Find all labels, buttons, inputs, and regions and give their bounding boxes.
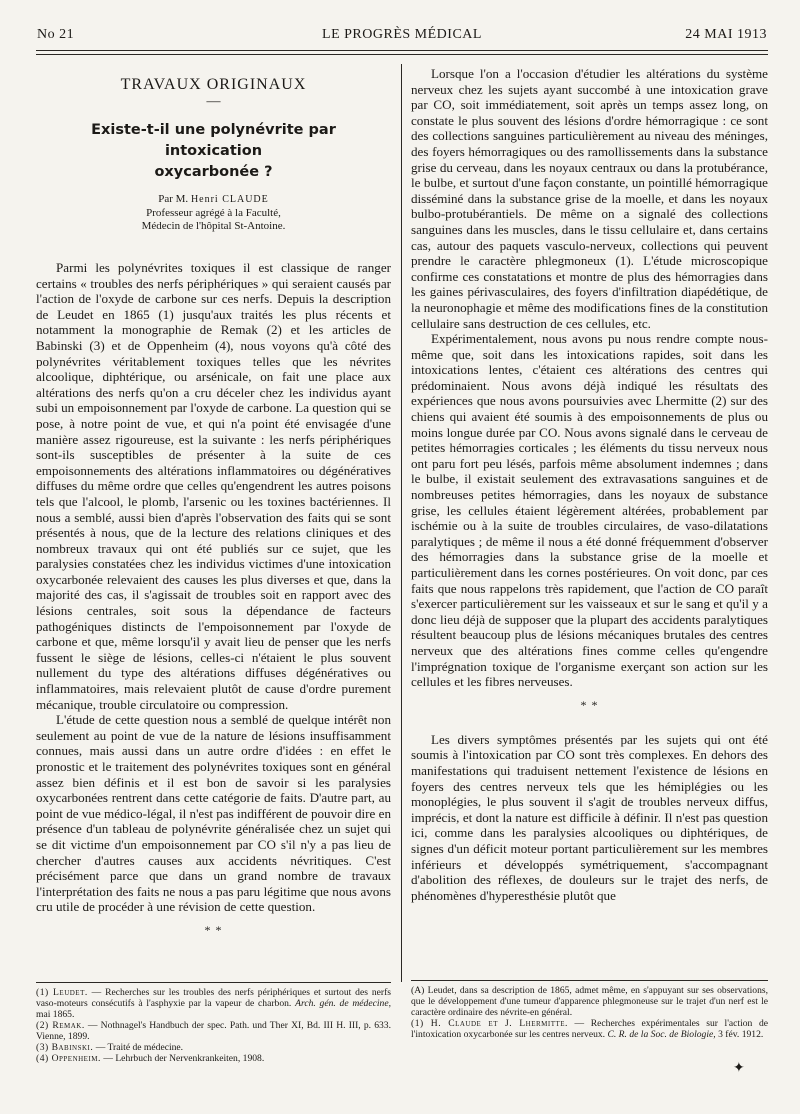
- footnote-author: (2) Remak.: [36, 1020, 85, 1031]
- column-divider: [401, 64, 402, 982]
- header-rule: [36, 50, 768, 51]
- paragraph-interest: L'étude de cette question nous a semblé de quelque intérêt non seulement au point de vue de la nature de lésions insuffisamment connues, mais aussi dans un autre ordre d'idées : en effet le pronostic et le traitement des polynévrites toxiques sont en général assez bien définis et il est bon de savoir si les paralysies oxycarbonées rentrent dans cette catégorie de faits. D'autre part, au point de vue médico-légal, il n'est pas indifférent de pouvoir dire en présence d'un tableau de polynévrite généralisée chez un sujet qui se dit victime d'un empoisonnement par CO s'il n'y a pas lieu de chercher d'autres causes aux accidents névritiques. C'est précisément parce que dans un grand nombre de travaux l'interprétation des faits ne nous a pas paru légitime que nous avons cru utile de procéder à une révision de cette question.: [36, 712, 391, 915]
- footnote-source: Arch. gén. de médecine,: [295, 998, 391, 1009]
- footnotes-right: [411, 985, 768, 1040]
- article-title: [46, 120, 381, 183]
- issue-number: No 21: [37, 27, 75, 42]
- paragraph-experimental: Expérimentalement, nous avons pu nous rendre compte nous-même que, soit dans les intoxications rapides, soit dans les intoxications lentes, c'étaient ces altérations des centres qui prédominaient. Nous avons déjà indiqué les résultats des expériences que nous avons poursuivies avec Lhermitte (2) sur des chiens qui avaient été soumis à des empoisonnements de plus ou moins longue durée par CO. Nous avons signalé dans le cerveau de petites hémorragies corticales ; les éléments du tissu nerveux nous ont paru fort peu lésés, parfois même absolument indemnes ; dans le bulbe, il existait seulement des extravasations sanguines et de nombreuses petites hémorragies, dans les noyaux de substance grise, les cellules étaient légèrement altérées, probablement par ischémie ou à la suite de troubles circulaires, de vaso-dilatations paralytiques ; de même il nous a été donné fréquemment d'observer des hémorragies dans la substance grise de la moelle et particulièrement dans les cornes postérieures. On voit donc, par ces faits que nous rappelons très rapidement, que l'action de CO paraît s'exercer particulièrement sur les vaisseaux et sur le sang et qu'il y a donc lieu déjà de supposer que la plupart des accidents paralytiques résultent beaucoup plus de lésions mécaniques brutales des centres nerveux que des altérations fines comme celles qu'engendre l'imprégnation toxique de l'organisme exerçant son action sur les cellules et les fibres nerveuses.: [411, 331, 768, 690]
- byline: [36, 193, 391, 205]
- author-name: Henri CLAUDE: [190, 194, 269, 205]
- footnote-author: (4) Oppenheim.: [36, 1053, 101, 1064]
- affiliation-line2: Médecin de l'hôpital St-Antoine.: [141, 220, 286, 232]
- footnote-source: C. R. de la Soc. de Biologie,: [607, 1029, 716, 1040]
- left-column: [36, 68, 391, 945]
- footnote-leudet: [36, 987, 391, 1020]
- footnote-rule-right: [411, 980, 768, 981]
- section-dash: —: [206, 94, 221, 109]
- footnote-rule-left: [36, 982, 391, 983]
- right-column: [411, 66, 768, 903]
- footnote-oppenheim: [36, 1053, 391, 1064]
- footnote-remak: [36, 1020, 391, 1042]
- footnote-author: (1) H. Claude et J. Lhermitte.: [411, 1018, 568, 1029]
- byline-prefix: Par M.: [158, 193, 189, 205]
- journal-title: LE PROGRÈS MÉDICAL: [322, 27, 482, 42]
- section-heading: TRAVAUX ORIGINAUX: [120, 76, 307, 93]
- paragraph-symptoms: Les divers symptômes présentés par les sujets qui ont été soumis à l'intoxication par CO sont très complexes. En dehors des manifestations qui traduisent nettement l'existence de lésions en foyers des centres nerveux tels que les hémiplégies ou les monoplégies, le plus souvent il s'agit de troubles nerveux diffus, imprécis, et dont la nature est difficile à définir. Il n'est pas question ici, comme dans les paralysies alcooliques ou diphtériques, de signes d'un déficit moteur portant particulièrement sur les membres inférieurs et développés symétriquement, s'accompagnant d'abolition des réflexes, de douleurs sur le trajet des nerfs, de phénomènes d'hyperesthésie plutôt que: [411, 731, 768, 903]
- footnote-author: (1) Leudet.: [36, 987, 88, 998]
- header-rule-double: [36, 54, 768, 55]
- footnotes-left: [36, 987, 391, 1064]
- article-title-line2: oxycarbonée ?: [154, 164, 273, 180]
- footnote-text: — Recherches sur les troubles des nerfs périphériques et surtout des nerfs vaso-moteurs consécutifs à l'asphyxie par la vapeur de charbon.: [36, 987, 391, 1009]
- issue-date: 24 MAI 1913: [685, 27, 767, 42]
- footnote-leudet-note: (A) Leudet, dans sa description de 1865, admet même, en s'appuyant sur ses observations, que le développement d'une tumeur d'apparence phlegmoneuse sur le trajet d'un nerf est le caractère ordinaire des névrite-en général.: [411, 985, 768, 1018]
- section-asterism: * *: [204, 922, 223, 937]
- footnote-text: — Nothnagel's Handbuch der spec. Path. und Ther XI, Bd. III H. III, p. 633. Vienne, 1899.: [36, 1020, 391, 1042]
- paragraph-intro: Parmi les polynévrites toxiques il est classique de ranger certains « troubles des nerfs périphériques » qui seraient causés par l'action de l'oxyde de carbone sur ces nerfs. Depuis la description de Leudet en 1865 (1) jusqu'aux traités les plus récents et notamment la monographie de Remak (2) et les articles de Babinski (3) et de Oppenheim (4), nous voyons qu'à côté des polynévrites véritablement toxiques telles que les névrites alcoolique, diphtérique, ou arsénicale, on fait une place aux altérations des nerfs qu'on a cru déceler chez les individus ayant subi un empoisonnement par l'oxyde de carbone. La question qui se pose, à notre point de vue, et qui n'a point été envisagée d'une manière assez rigoureuse, est la suivante : les nerfs périphériques sont-ils susceptibles de présenter à la suite de ces empoisonnements des altérations inflammatoires ou dégénératives diffuses du même ordre que celles qu'engendrent les autres poisons tels que l'alcool, le plomb, l'arsenic ou les toxines bactériennes. Il nous a semblé, aussi bien d'après l'observation des faits qui se sont présentés à nous, que de la lecture des relations cliniques et des nombreux travaux qui ont été publiés sur ce sujet, que les paralysies constatées chez les individus victimes d'une intoxication oxycarbonée relevaient des causes les plus diverses et que, dans la majorité des cas, il s'agissait de troubles soit en rapport avec des lésions centrales, soit sous la dépendance de facteurs pathogéniques distincts de l'empoisonnement par l'oxyde de carbone et que, même lorsqu'il y avait lieu de penser que les nerfs fussent le siège de lésions, celles-ci n'étaient le plus souvent nullement du type des altérations diffuses dégénératives ou inflammatoires, mais relevaient plutôt de cause d'ordre purement mécanique, trouble circulatoire ou compression.: [36, 260, 391, 712]
- footnote-text: — Lehrbuch der Nervenkrankeiten, 1908.: [103, 1053, 265, 1064]
- footnote-date: mai 1865.: [36, 1009, 75, 1020]
- article-title-line1: Existe-t-il une polynévrite par intoxication: [91, 122, 336, 159]
- section-asterism-right: * *: [580, 697, 599, 712]
- affiliation: [36, 207, 391, 233]
- fleuron-ornament: ✦: [733, 1061, 745, 1076]
- footnote-text: — Recherches expérimentales sur l'action de l'intoxication oxycarbonée sur les centres nerveux.: [411, 1018, 769, 1040]
- footnote-date: 3 fév. 1912.: [718, 1029, 764, 1040]
- footnote-author: (3) Babinski.: [36, 1042, 94, 1053]
- affiliation-line1: Professeur agrégé à la Faculté,: [146, 207, 281, 219]
- footnote-text: — Traité de médecine.: [95, 1042, 184, 1053]
- footnote-claude-lhermitte: [411, 1018, 768, 1040]
- paragraph-lesions: Lorsque l'on a l'occasion d'étudier les altérations du système nerveux chez les sujets ayant succombé à une intoxication grave par CO, soit immédiatement, soit après un temps assez long, on constate le plus souvent des lésions d'ordre hémorragique : ce sont des collections sanguines particulièrement au niveau des méninges, des foyers hémorragiques ou des ramollissements dans la substance grise du cerveau, dans les noyaux centraux ou dans la protubérance, le bulbe, et surtout d'une façon constante, un pointillé hémorragique disséminé dans la substance grise de la moelle, et dans les noyaux bulbo-protubérantiels. De même on a signalé des collections sanguines dans les muscles, dans le tissu cellulaire et, dans certains cas, autour des paquets vasculo-nerveux, collections qui peuvent prendre le caractère phlegmoneux (1). L'étude microscopique confirme ces constatations et montre de plus des hémorragies dans les gaines périvasculaires, des foyers d'infiltration diapédétique, de la neuronophagie et même des modifications fines de la constitution cellulaire sans destruction de ces cellules, etc.: [411, 66, 768, 331]
- footnote-babinski: [36, 1042, 391, 1053]
